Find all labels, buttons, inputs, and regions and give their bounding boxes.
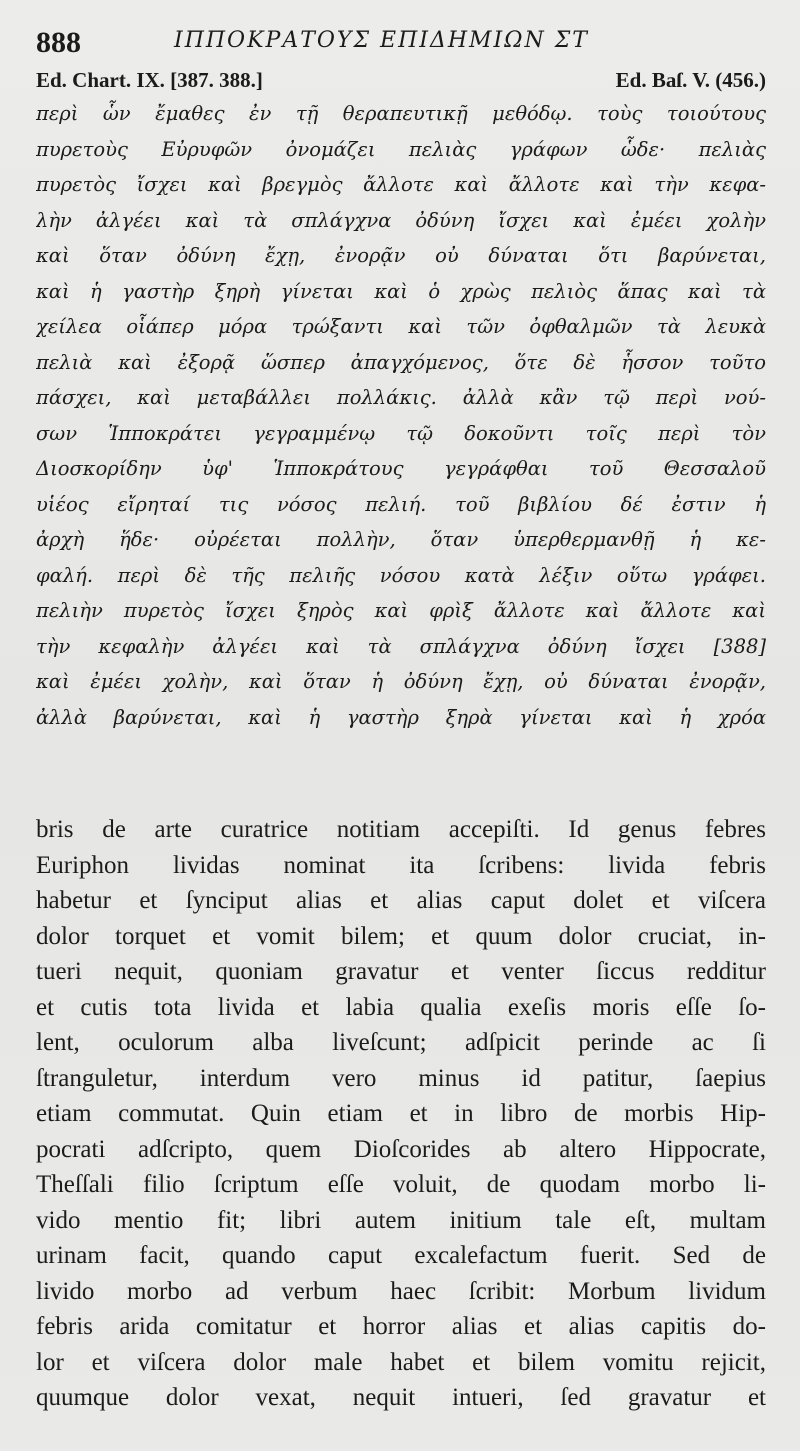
page-number: 888 — [36, 26, 81, 59]
latin-text-line: quumque dolor vexat, nequit intueri, ſed gravatur et — [36, 1384, 766, 1411]
latin-text-line: febris arida comitatur et horror alias et alias capitis do- — [36, 1313, 766, 1340]
latin-text-line: Theſſali filio ſcriptum eſſe voluit, de quodam morbo li- — [36, 1171, 766, 1198]
greek-text-line: καὶ ὅταν ὀδύνη ἔχῃ, ἐνορᾷν οὐ δύναται ὅτι βαρύνεται, — [36, 244, 766, 267]
latin-text-line: livido morbo ad verbum haec ſcribit: Morbum lividum — [36, 1277, 766, 1305]
latin-text-line: etiam commutat. Quin etiam et in libro de morbis Hip- — [36, 1100, 766, 1127]
latin-text-line: et cutis tota livida et labia qualia exeſis moris eſſe ſo- — [36, 993, 766, 1021]
greek-text-line: περὶ ὧν ἔμαθες ἐν τῇ θεραπευτικῇ μεθόδῳ. τοὺς τοιούτους — [36, 102, 766, 125]
greek-text-line: ἀλλὰ βαρύνεται, καὶ ἡ γαστὴρ ξηρὰ γίνεται καὶ ἡ χρόα — [36, 705, 766, 729]
greek-text-line: λὴν ἀλγέει καὶ τὰ σπλάγχνα ὀδύνη ἴσχει καὶ ἐμέει χολὴν — [36, 208, 766, 232]
latin-text-line: Euriphon lividas nominat ita ſcribens: livida febris — [36, 851, 766, 879]
greek-text-block — [36, 96, 766, 735]
greek-text-line: χείλεα οἷάπερ μόρα τρώξαντι καὶ τῶν ὀφθαλμῶν τὰ λευκὰ — [36, 315, 766, 338]
latin-text-line: habetur et ſynciput alias et alias caput dolet et viſcera — [36, 887, 766, 914]
latin-text-line: urinam facit, quando caput excalefactum fuerit. Sed de — [36, 1242, 766, 1269]
latin-text-line: vido mentio fit; libri autem initium tale eſt, multam — [36, 1206, 766, 1234]
page-header — [36, 26, 766, 60]
greek-text-line: πελιὰ καὶ ἐξορᾷ ὥσπερ ἀπαγχόμενος, ὅτε δὲ ἧσσον τοῦτο — [36, 350, 766, 374]
greek-text-line: υἱέος εἴρηταί τις νόσος πελιή. τοῦ βιβλίου δέ ἐστιν ἡ — [36, 492, 766, 516]
greek-text-line: καὶ ἡ γαστὴρ ξηρὴ γίνεται καὶ ὁ χρὼς πελιὸς ἅπας καὶ τὰ — [36, 279, 766, 303]
latin-text-block — [36, 812, 766, 1416]
greek-text-line: Διοσκορίδην ὑφ' Ἱπποκράτους γεγράφθαι τοῦ Θεσσαλοῦ — [36, 457, 766, 480]
latin-text-line: ſtranguletur, interdum vero minus id patitur, ſaepius — [36, 1064, 766, 1092]
greek-text-line: πυρετὸς ἴσχει καὶ βρεγμὸς ἄλλοτε καὶ ἄλλοτε καὶ τὴν κεφα- — [36, 173, 766, 196]
greek-text-line: πυρετοὺς Εὐρυφῶν ὀνομάζει πελιὰς γράφων ὧδε· πελιὰς — [36, 137, 766, 161]
running-title: ΙΠΠΟΚΡΑΤΟΥΣ ΕΠΙΔΗΜΙΩΝ ΣΤ — [174, 28, 589, 53]
greek-text-line: πελιὴν πυρετὸς ἴσχει ξηρὸς καὶ φρὶξ ἄλλοτε καὶ ἄλλοτε καὶ — [36, 599, 766, 622]
greek-text-line: πάσχει, καὶ μεταβάλλει πολλάκις. ἀλλὰ κἂν τῷ περὶ νού- — [36, 386, 766, 409]
greek-text-line: καὶ ἐμέει χολὴν, καὶ ὅταν ἡ ὀδύνη ἔχῃ, οὐ δύναται ἐνορᾷν, — [36, 670, 766, 693]
latin-text-line: tueri nequit, quoniam gravatur et venter ſiccus redditur — [36, 958, 766, 985]
latin-text-line: bris de arte curatrice notitiam accepiſti. Id genus febres — [36, 816, 766, 843]
edition-reference-line — [36, 68, 766, 96]
edition-chart-reference: Ed. Chart. IX. [387. 388.] — [36, 68, 263, 92]
greek-text-line: φαλή. περὶ δὲ τῆς πελιῆς νόσου κατὰ λέξιν οὕτω γράφει. — [36, 563, 766, 587]
edition-basel-reference: Ed. Baſ. V. (456.) — [615, 68, 766, 92]
latin-text-line: pocrati adſcripto, quem Dioſcorides ab altero Hippocrate, — [36, 1135, 766, 1163]
greek-text-line: ἀρχὴ ἥδε· οὐρέεται πολλὴν, ὅταν ὑπερθερμανθῇ ἡ κε- — [36, 528, 766, 551]
greek-text-line: σων Ἱπποκράτει γεγραμμένῳ τῷ δοκοῦντι τοῖς περὶ τὸν — [36, 421, 766, 445]
latin-text-line: lor et viſcera dolor male habet et bilem vomitu rejicit, — [36, 1348, 766, 1376]
latin-text-line: lent, oculorum alba liveſcunt; adſpicit perinde ac ſi — [36, 1029, 766, 1056]
latin-text-line: dolor torquet et vomit bilem; et quum dolor cruciat, in- — [36, 922, 766, 950]
greek-text-line: τὴν κεφαλὴν ἀλγέει καὶ τὰ σπλάγχνα ὀδύνη ἴσχει [388] — [36, 634, 766, 658]
